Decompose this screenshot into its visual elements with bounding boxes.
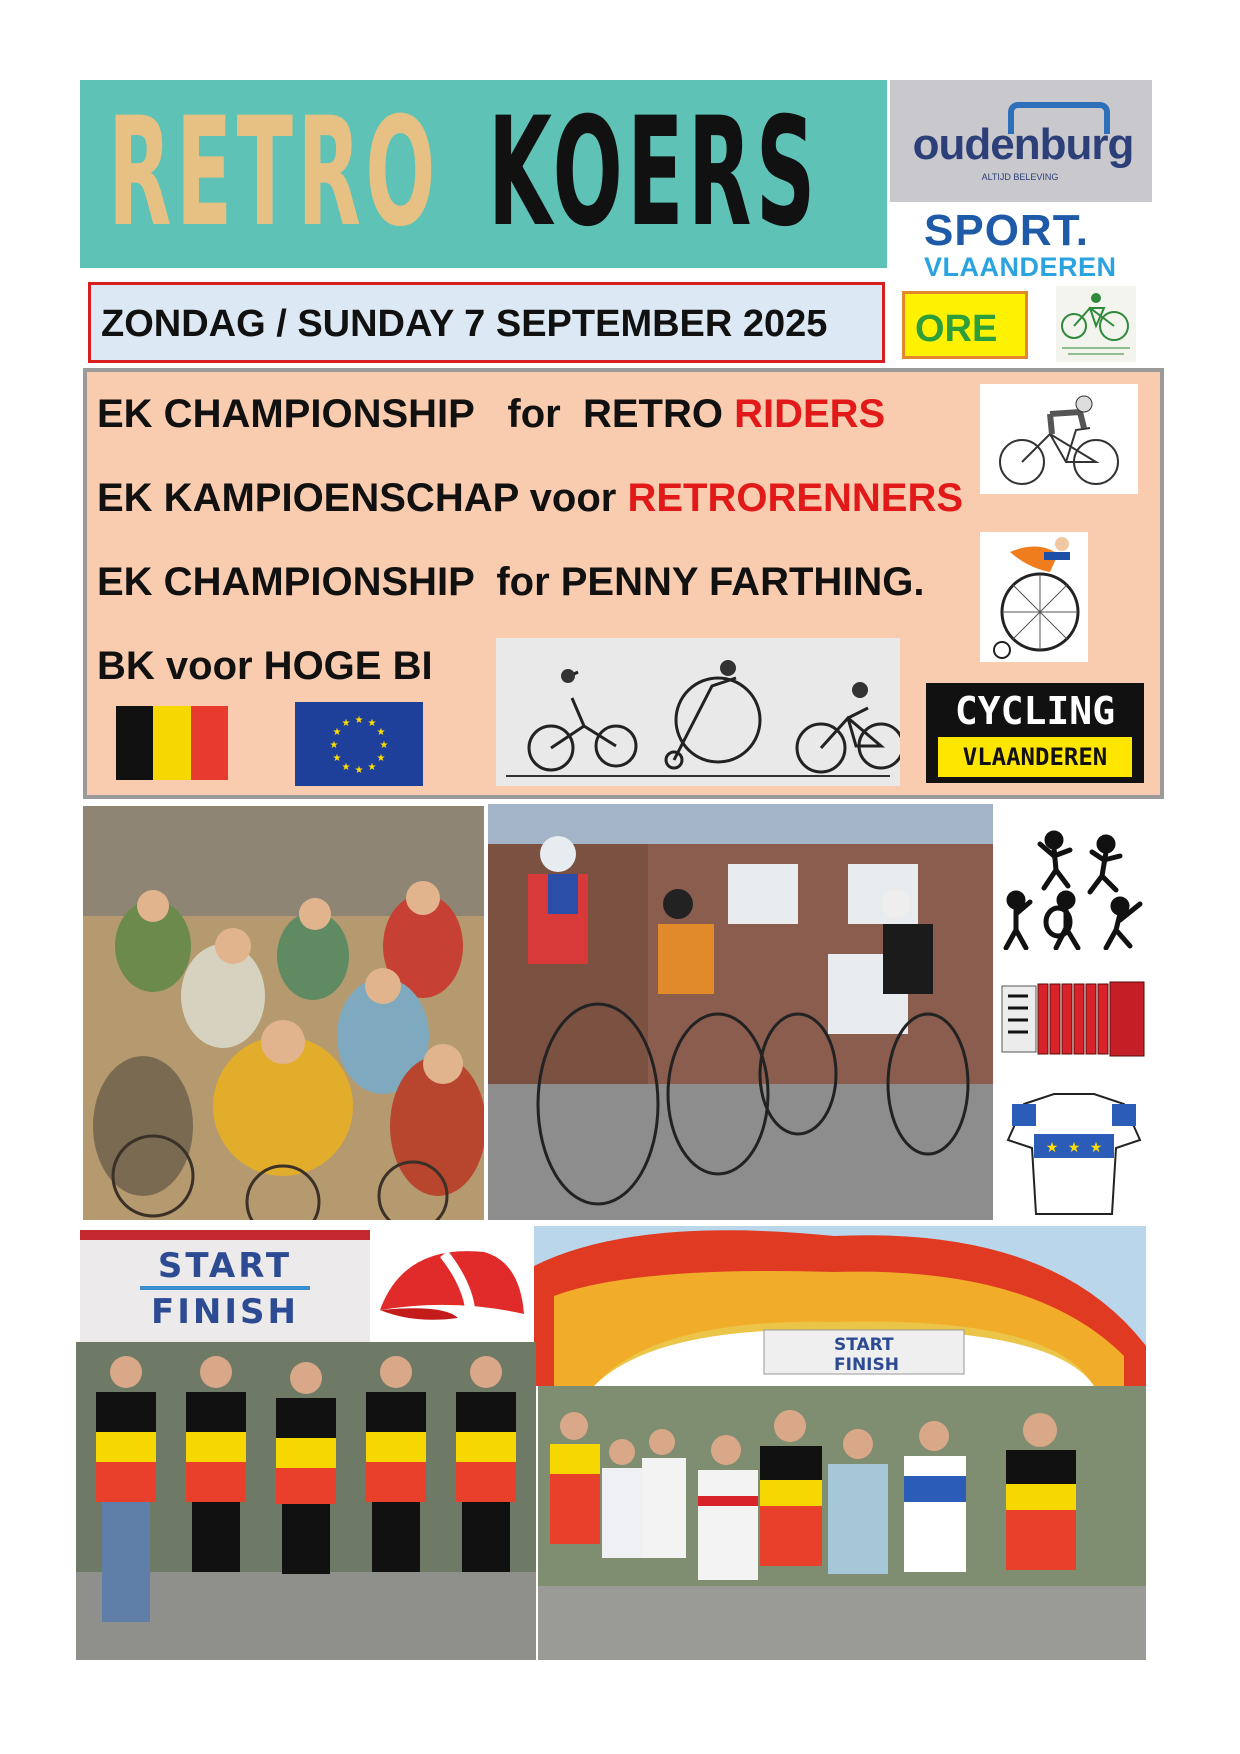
championship-line-2 [97,476,963,521]
banner-divider [140,1286,310,1290]
banner-word-koers: KOERS [488,86,820,260]
svg-text:★: ★ [379,740,389,751]
championship-line-1-text: EK CHAMPIONSHIP for RETRO [97,392,735,436]
musicians-icon [996,830,1146,950]
svg-text:★: ★ [376,753,386,764]
banner-word-retro: RETRO [108,86,440,260]
belgian-flag-yellow [153,706,190,780]
sport-vlaanderen-line1: SPORT. [924,206,1089,255]
start-label: START [157,1246,293,1286]
cycling-vlaanderen-logo [926,683,1144,783]
championship-line-1 [97,392,885,437]
penny-farthing-race-photo [488,804,993,1220]
svg-text:★: ★ [332,753,342,764]
svg-text:★: ★ [367,762,377,773]
svg-text:★: ★ [341,718,351,729]
oudenburg-logo [890,80,1152,202]
oudenburg-name: oudenburg [912,120,1134,169]
cap-brand-text: FAEMINO [410,1319,461,1331]
eu-flag [295,702,423,786]
svg-text:★: ★ [332,727,342,738]
championship-line-2-text: EK KAMPIOENSCHAP voor [97,476,628,520]
ore-label: ORE [915,308,998,350]
inflatable-arch-photo [534,1226,1146,1386]
belgian-flag-black [116,706,153,780]
arch-finish-label: FINISH [834,1355,899,1375]
racing-cyclist-sketch [980,384,1138,494]
championship-line-4-text: BK voor HOGE BI [97,644,433,688]
start-finish-banner [80,1230,370,1348]
svg-text:★: ★ [1089,1140,1103,1156]
european-champions-podium-photo [538,1386,1146,1660]
svg-text:★: ★ [376,727,386,738]
sport-vlaanderen-logo [920,206,1130,282]
svg-text:★: ★ [329,740,339,751]
svg-text:★: ★ [354,765,364,776]
svg-text:★: ★ [367,718,377,729]
svg-text:★: ★ [1067,1140,1081,1156]
svg-text:★: ★ [1045,1140,1059,1156]
champion-jersey-icon [1004,1090,1144,1216]
belgian-flag-red [191,706,228,780]
event-date: ZONDAG / SUNDAY 7 SEPTEMBER 2025 [101,303,828,345]
championship-line-2-highlight: RETRORENNERS [627,476,964,520]
arch-start-label: START [834,1335,894,1355]
svg-text:★: ★ [341,762,351,773]
vintage-bicycles-sketch [496,638,900,786]
sport-vlaanderen-line2: VLAANDEREN [924,252,1117,282]
svg-text:★: ★ [354,715,364,726]
accordion-icon [1000,976,1148,1062]
belgian-flag [116,706,228,780]
finish-label: FINISH [151,1292,299,1332]
vintage-peloton-painting [83,806,484,1220]
championship-line-3-text: EK CHAMPIONSHIP for PENNY FARTHING. [97,560,925,604]
penny-farthing-rider-icon [980,532,1088,662]
cycling-cap-icon [374,1234,528,1334]
cycling-vlaanderen-line2: VLAANDEREN [938,737,1132,777]
club-bicycle-logo [1056,286,1136,362]
championship-line-3 [97,560,925,605]
ore-logo [902,291,1028,359]
belgian-champions-podium-photo [76,1342,536,1660]
championship-line-1-highlight: RIDERS [734,392,886,436]
retro-koers-banner [80,80,887,268]
oudenburg-tagline: ALTIJD BELEVING [981,172,1059,182]
event-date-box [88,282,885,363]
championship-line-4 [97,644,433,689]
cycling-vlaanderen-line1: CYCLING [954,689,1116,733]
